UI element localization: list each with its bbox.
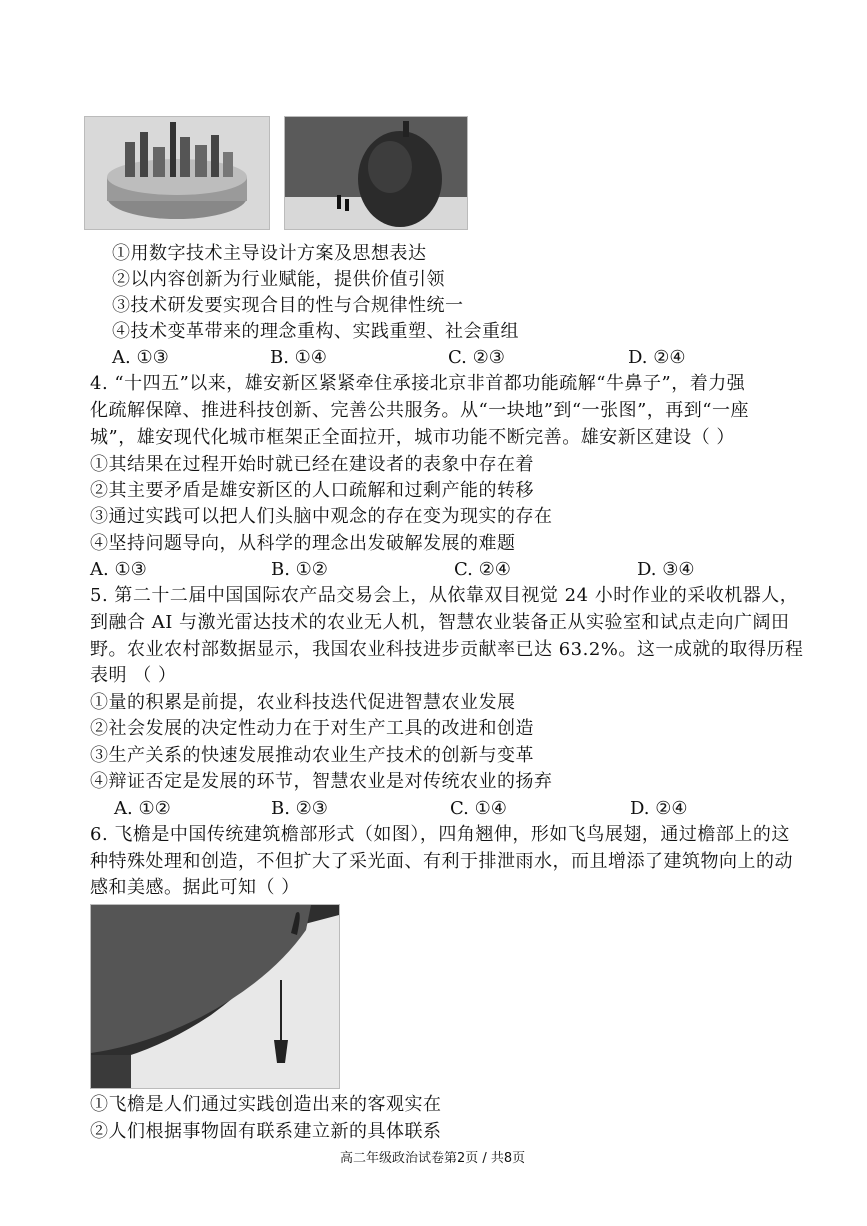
q3-item-3: ③技术研发要实现合目的性与合规律性统一 [112, 295, 464, 316]
q5-stem-1: 5. 第二十二届中国国际农产品交易会上，从依靠双目视觉 24 小时作业的采收机器人， [90, 585, 799, 606]
q6-item-1: ①飞檐是人们通过实践创造出来的客观实在 [90, 1094, 442, 1115]
q5-options [114, 798, 734, 820]
q5-option-c[interactable]: C. ①④ [450, 798, 507, 819]
q5-stem-2: 到融合 AI 与激光雷达技术的农业无人机，智慧农业装备正从实验室和试点走向广阔田 [90, 612, 790, 633]
q5-option-a[interactable]: A. ①② [114, 798, 171, 819]
q4-item-1: ①其结果在过程开始时就已经在建设者的表象中存在着 [90, 454, 534, 475]
fruit-photo-illustration [285, 117, 467, 229]
flying-eaves-image [90, 904, 340, 1089]
q4-option-b[interactable]: B. ①② [271, 559, 328, 580]
q5-stem-3: 野。农业农村部数据显示，我国农业科技进步贡献率已达 63.2%。这一成就的取得历程 [90, 639, 804, 660]
q4-stem-1: 4. “十四五”以来，雄安新区紧紧牵住承接北京非首都功能疏解“牛鼻子”，着力强 [90, 373, 746, 394]
q3-option-b[interactable]: B. ①④ [270, 347, 327, 368]
q5-option-d[interactable]: D. ②④ [630, 798, 688, 819]
q6-stem-1: 6. 飞檐是中国传统建筑檐部形式（如图），四角翘伸，形如飞鸟展翅，通过檐部上的这 [90, 824, 790, 845]
q5-item-1: ①量的积累是前提，农业科技迭代促进智慧农业发展 [90, 692, 516, 713]
q5-stem-4: 表明 （ ） [90, 665, 177, 686]
q3-options [112, 347, 712, 369]
q5-item-3: ③生产关系的快速发展推动农业生产技术的创新与变革 [90, 745, 534, 766]
q4-stem-3: 城”，雄安现代化城市框架正全面拉开，城市功能不断完善。雄安新区建设（ ） [90, 427, 735, 448]
q3-option-c[interactable]: C. ②③ [448, 347, 505, 368]
q6-item-2: ②人们根据事物固有联系建立新的具体联系 [90, 1121, 442, 1142]
q5-item-2: ②社会发展的决定性动力在于对生产工具的改进和创造 [90, 718, 534, 739]
q4-option-c[interactable]: C. ②④ [454, 559, 511, 580]
page-footer: 高二年级政治试卷第2页 / 共8页 [340, 1151, 526, 1166]
q3-option-a[interactable]: A. ①③ [112, 347, 169, 368]
q4-item-2: ②其主要矛盾是雄安新区的人口疏解和过剩产能的转移 [90, 480, 534, 501]
fruit-photo-image [284, 116, 468, 230]
flying-eaves-illustration [91, 905, 339, 1088]
q4-option-a[interactable]: A. ①③ [90, 559, 147, 580]
q5-option-b[interactable]: B. ②③ [271, 798, 328, 819]
q5-item-4: ④辩证否定是发展的环节，智慧农业是对传统农业的扬弃 [90, 771, 553, 792]
q3-item-2: ②以内容创新为行业赋能，提供价值引领 [112, 269, 445, 290]
q4-item-3: ③通过实践可以把人们头脑中观念的存在变为现实的存在 [90, 506, 553, 527]
q3-option-d[interactable]: D. ②④ [628, 347, 686, 368]
city-model-image [84, 116, 270, 230]
q4-stem-2: 化疏解保障、推进科技创新、完善公共服务。从“一块地”到“一张图”，再到“一座 [90, 400, 750, 421]
q4-item-4: ④坚持问题导向，从科学的理念出发破解发展的难题 [90, 533, 516, 554]
q3-item-1: ①用数字技术主导设计方案及思想表达 [112, 243, 427, 264]
q4-option-d[interactable]: D. ③④ [637, 559, 695, 580]
q6-stem-2: 种特殊处理和创造，不但扩大了采光面、有利于排泄雨水，而且增添了建筑物向上的动 [90, 851, 793, 872]
city-model-illustration [85, 117, 269, 229]
q3-item-4: ④技术变革带来的理念重构、实践重塑、社会重组 [112, 321, 519, 342]
q4-options [90, 559, 730, 581]
q6-stem-3: 感和美感。据此可知（ ） [90, 877, 300, 898]
